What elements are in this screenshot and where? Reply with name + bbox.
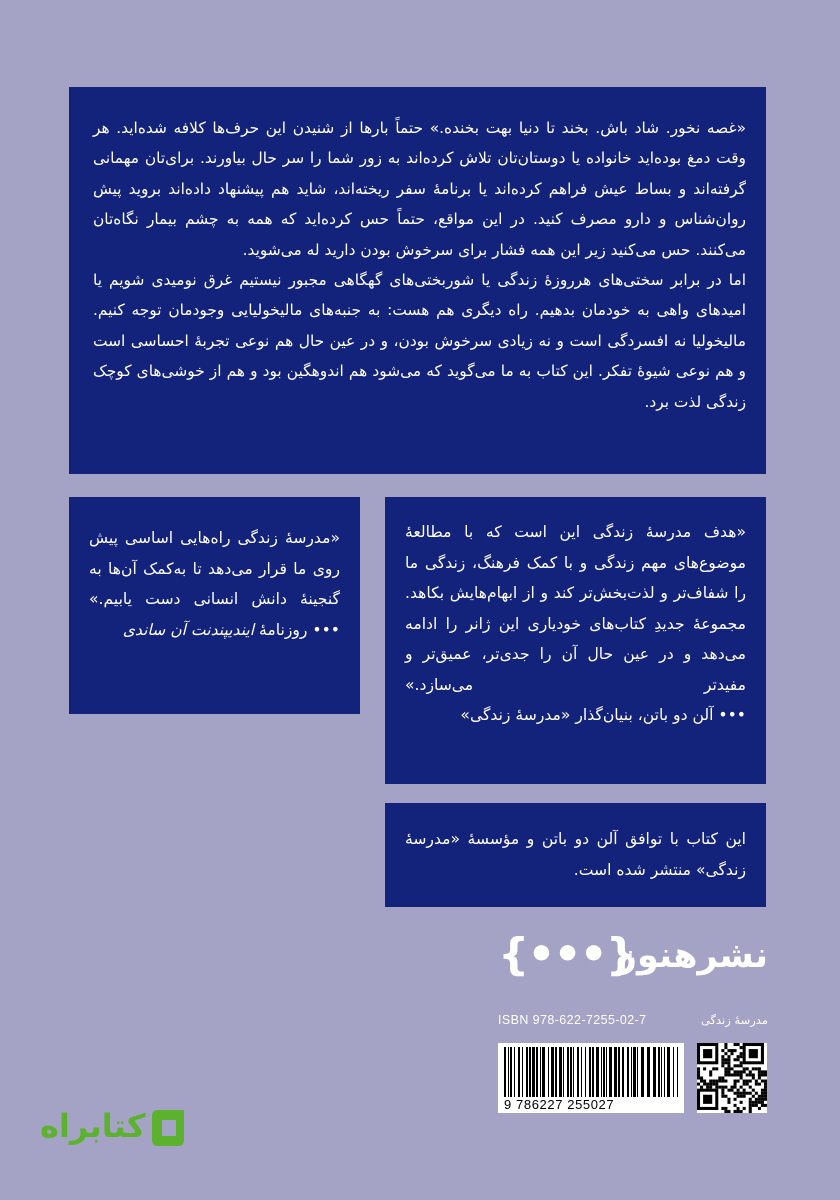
qr-module	[715, 1080, 718, 1083]
qr-module	[740, 1101, 743, 1104]
barcode	[498, 1043, 684, 1113]
barcode-bar	[504, 1047, 506, 1097]
qr-module	[749, 1110, 752, 1113]
qr-module	[730, 1086, 733, 1089]
qr-module	[721, 1064, 724, 1067]
qr-module	[715, 1086, 718, 1089]
barcode-bar	[664, 1047, 665, 1097]
ketabrah-logo-text: کتابراه	[40, 1107, 146, 1145]
qr-module	[740, 1092, 743, 1095]
qr-module	[749, 1086, 752, 1089]
qr-module	[764, 1095, 767, 1098]
qr-module	[758, 1083, 761, 1086]
qr-module	[734, 1073, 737, 1076]
qr-module	[740, 1076, 743, 1079]
qr-module	[721, 1095, 724, 1098]
qr-module	[718, 1086, 721, 1089]
qr-module	[721, 1092, 724, 1095]
barcode-bar	[633, 1047, 636, 1097]
qr-module	[743, 1095, 746, 1098]
barcode-bar	[673, 1047, 674, 1097]
qr-module	[721, 1049, 724, 1052]
qr-module	[709, 1086, 712, 1089]
qr-module	[746, 1073, 749, 1076]
barcode-number: 9 786227 255027	[504, 1097, 615, 1112]
barcode-bar	[618, 1047, 620, 1097]
barcode-bar	[647, 1047, 650, 1097]
qr-module	[724, 1073, 727, 1076]
quote-box-right	[385, 497, 766, 784]
qr-module	[724, 1095, 727, 1098]
barcode-bar	[609, 1047, 612, 1097]
qr-module	[758, 1095, 761, 1098]
publisher-brace-mark: {•••}	[498, 929, 636, 980]
qr-module	[730, 1073, 733, 1076]
quote-left-source-prefix: ••• روزنامهٔ	[254, 620, 340, 639]
qr-module	[730, 1067, 733, 1070]
qr-module	[734, 1070, 737, 1073]
series-name: مدرسهٔ زندگی	[700, 1013, 768, 1027]
qr-module	[752, 1095, 755, 1098]
qr-module	[734, 1043, 737, 1046]
barcode-bar	[559, 1047, 562, 1097]
barcode-bars	[498, 1043, 684, 1099]
description-paragraph-2: اما در برابر سختی‌های هرروزهٔ زندگی یا شوربختی‌های گهگاهی مجبور نیستیم غرق نومیدی شویم یا امیدهای واهی به خودمان بدهیم. راه دیگری هم هست: به جنبه‌های مالیخولیایی وجودمان توجه کنیم. مالیخولیا نه افسردگی است و نه زیادی سرخوش بودن، و در عین حال هم نوعی تجربهٔ احساسی است و هم نوعی شیوهٔ تفکر. این کتاب به ما می‌گوید که می‌شود هم اندوهگین بود و هم از خوشی‌های کوچک زندگی لذت برد.	[93, 271, 746, 411]
quote-box-left	[69, 497, 360, 714]
qr-module	[764, 1083, 767, 1086]
qr-module	[709, 1083, 712, 1086]
qr-module	[755, 1101, 758, 1104]
qr-module	[758, 1107, 761, 1110]
barcode-bar	[551, 1047, 554, 1097]
barcode-bar	[614, 1047, 617, 1097]
qr-module	[697, 1073, 700, 1076]
barcode-bar	[677, 1047, 678, 1097]
qr-module	[764, 1089, 767, 1092]
qr-module	[743, 1107, 746, 1110]
qr-module	[724, 1043, 727, 1046]
qr-module	[743, 1067, 746, 1070]
qr-module	[712, 1067, 715, 1070]
qr-module	[755, 1098, 758, 1101]
publication-notice-box	[385, 803, 766, 907]
qr-module	[709, 1073, 712, 1076]
isbn-number: ISBN 978-622-7255-02-7	[498, 1013, 647, 1027]
barcode-bar	[542, 1047, 545, 1097]
qr-module	[755, 1067, 758, 1070]
qr-module	[727, 1089, 730, 1092]
qr-module	[721, 1107, 724, 1110]
quote-right-source: ••• آلن دو باتن، بنیان‌گذار «مدرسهٔ زندگی»	[460, 706, 746, 724]
qr-module	[709, 1080, 712, 1083]
qr-module	[727, 1064, 730, 1067]
qr-module	[755, 1092, 758, 1095]
qr-module	[727, 1061, 730, 1064]
qr-module	[764, 1104, 767, 1107]
qr-module	[721, 1076, 724, 1079]
barcode-bar	[653, 1047, 656, 1097]
qr-module	[730, 1052, 733, 1055]
qr-module	[761, 1089, 764, 1092]
qr-module	[755, 1083, 758, 1086]
qr-module	[724, 1107, 727, 1110]
qr-module	[737, 1092, 740, 1095]
qr-module	[746, 1083, 749, 1086]
qr-module	[727, 1073, 730, 1076]
qr-module	[724, 1086, 727, 1089]
barcode-bar	[536, 1047, 538, 1097]
qr-module	[755, 1104, 758, 1107]
qr-module	[761, 1098, 764, 1101]
qr-module	[721, 1089, 724, 1092]
barcode-bar	[592, 1047, 594, 1097]
qr-module	[737, 1064, 740, 1067]
qr-module	[761, 1070, 764, 1073]
qr-module	[749, 1049, 758, 1058]
isbn-row	[498, 1013, 768, 1033]
barcode-bar	[518, 1047, 520, 1097]
barcode-bar	[641, 1047, 644, 1097]
qr-module	[758, 1067, 761, 1070]
qr-module	[721, 1061, 724, 1064]
quote-left-text: «مدرسهٔ زندگی راه‌هایی اساسی پیش روی ما قرار می‌دهد تا به‌کمک آن‌ها به گنجینهٔ دانش انسانی دست یابیم.»	[89, 529, 340, 609]
qr-module	[764, 1070, 767, 1073]
qr-module	[737, 1043, 740, 1046]
qr-module	[703, 1095, 712, 1104]
qr-module	[737, 1070, 740, 1073]
qr-module	[706, 1083, 709, 1086]
barcode-bar	[585, 1047, 586, 1097]
qr-module	[743, 1083, 746, 1086]
qr-module	[697, 1083, 700, 1086]
qr-module	[761, 1073, 764, 1076]
barcode-bar	[637, 1047, 638, 1097]
qr-module	[730, 1049, 733, 1052]
qr-module	[721, 1055, 724, 1058]
quote-right-text: «هدف مدرسهٔ زندگی این است که با مطالعهٔ موضوع‌های مهم زندگی و با کمک فرهنگ، زندگی ما را شفاف‌تر و لذت‌بخش‌تر کند و از ابهام‌هایش بکاهد. مجموعهٔ جدیدِ کتاب‌های خودیاری این ژانر را ادامه می‌دهد و در عین حال آن را جدی‌تر، عمیق‌تر و مفیدتر می‌سازد.»	[405, 523, 746, 694]
qr-module	[740, 1046, 743, 1049]
qr-module	[740, 1055, 743, 1058]
qr-module	[718, 1076, 721, 1079]
qr-module	[715, 1083, 718, 1086]
description-paragraph-1: «غصه نخور. شاد باش. بخند تا دنیا بهت بخنده.» حتماً بارها از شنیدن این حرف‌ها کلافه شده‌اید. هر وقت دمغ بوده‌اید خانواده یا دوستان‌تان تلاش کرده‌اند به زور شما را سر حال بیاورند. برای‌تان مهمانی گرفته‌اند و بساط عیش فراهم کرده‌اند یا برنامهٔ سفر ریخته‌اند، شاید هم پیشنهاد داده‌اند بروید پیش روان‌شناس و دارو مصرف کنید. در این مواقع، حتماً حس کرده‌اید که همه به چشم بیمار نگاه‌تان می‌کنند. حس می‌کنید زیر این همه فشار برای سرخوش بودن دارید له می‌شوید.	[93, 119, 746, 259]
qr-module	[737, 1089, 740, 1092]
qr-module	[737, 1107, 740, 1110]
qr-module	[746, 1080, 749, 1083]
qr-module	[761, 1101, 764, 1104]
barcode-bar	[540, 1047, 541, 1097]
qr-code-icon	[697, 1043, 767, 1113]
qr-module	[743, 1089, 746, 1092]
barcode-bar	[510, 1047, 512, 1097]
barcode-bar	[596, 1047, 599, 1097]
qr-module	[700, 1076, 703, 1079]
qr-module	[752, 1076, 755, 1079]
qr-module	[743, 1080, 746, 1083]
qr-module	[727, 1098, 730, 1101]
barcode-bar	[508, 1047, 509, 1097]
barcode-bar	[526, 1047, 528, 1097]
qr-module	[724, 1110, 727, 1113]
qr-module	[764, 1092, 767, 1095]
qr-module	[700, 1086, 703, 1089]
qr-module	[746, 1092, 749, 1095]
barcode-bar	[601, 1047, 602, 1097]
qr-module	[700, 1080, 703, 1083]
qr-module	[727, 1049, 730, 1052]
qr-module	[758, 1101, 761, 1104]
qr-module	[724, 1046, 727, 1049]
qr-module	[758, 1098, 761, 1101]
barcode-bar	[589, 1047, 591, 1097]
qr-module	[737, 1055, 740, 1058]
qr-module	[697, 1067, 700, 1070]
qr-module	[752, 1104, 755, 1107]
qr-module	[727, 1055, 730, 1058]
qr-module	[764, 1086, 767, 1089]
qr-module	[746, 1067, 749, 1070]
barcode-bar	[631, 1047, 632, 1097]
publisher-logo	[498, 930, 768, 990]
qr-module	[709, 1070, 712, 1073]
qr-module	[752, 1073, 755, 1076]
qr-module	[740, 1095, 743, 1098]
qr-module	[737, 1095, 740, 1098]
qr-module	[718, 1080, 721, 1083]
qr-module	[749, 1104, 752, 1107]
qr-module	[752, 1101, 755, 1104]
qr-module	[734, 1058, 737, 1061]
barcode-bar	[570, 1047, 572, 1097]
qr-module	[740, 1061, 743, 1064]
qr-module	[761, 1104, 764, 1107]
barcode-bar	[627, 1047, 629, 1097]
qr-module	[727, 1110, 730, 1113]
qr-module	[764, 1073, 767, 1076]
qr-module	[724, 1052, 727, 1055]
quote-left-source	[89, 615, 340, 646]
qr-module	[734, 1083, 737, 1086]
qr-module	[758, 1076, 761, 1079]
publisher-name: نشرهنوز	[616, 936, 768, 976]
qr-module	[749, 1101, 752, 1104]
qr-module	[734, 1080, 737, 1083]
qr-module	[724, 1058, 727, 1061]
qr-module	[703, 1049, 712, 1058]
barcode-bar	[567, 1047, 569, 1097]
qr-module	[727, 1058, 730, 1061]
qr-module	[721, 1080, 724, 1083]
qr-module	[737, 1058, 740, 1061]
barcode-bar	[522, 1047, 523, 1097]
qr-module	[737, 1080, 740, 1083]
qr-module	[715, 1067, 718, 1070]
qr-module	[740, 1086, 743, 1089]
publication-notice-text: این کتاب با توافق آلن دو باتن و مؤسسهٔ «مدرسهٔ زندگی» منتشر شده است.	[405, 830, 746, 879]
qr-module	[761, 1080, 764, 1083]
qr-module	[758, 1070, 761, 1073]
qr-module	[749, 1107, 752, 1110]
barcode-bar	[661, 1047, 662, 1097]
qr-module	[727, 1070, 730, 1073]
qr-module	[764, 1098, 767, 1101]
quote-left-source-name: ایندیپندنت آن ساندی	[122, 620, 255, 639]
qr-module	[734, 1064, 737, 1067]
qr-module	[749, 1092, 752, 1095]
barcode-bar	[529, 1047, 531, 1097]
qr-module	[761, 1092, 764, 1095]
qr-module	[703, 1083, 706, 1086]
qr-module	[721, 1058, 724, 1061]
qr-module	[724, 1067, 727, 1070]
qr-module	[712, 1080, 715, 1083]
qr-module	[703, 1067, 706, 1070]
barcode-bar	[606, 1047, 607, 1097]
barcode-bar	[577, 1047, 579, 1097]
qr-module	[706, 1086, 709, 1089]
barcode-bar	[555, 1047, 557, 1097]
qr-module	[712, 1083, 715, 1086]
qr-module	[737, 1073, 740, 1076]
qr-module	[740, 1110, 743, 1113]
barcode-bar	[603, 1047, 605, 1097]
description-box	[69, 87, 766, 474]
qr-module	[734, 1110, 737, 1113]
barcode-bar	[622, 1047, 624, 1097]
book-icon	[148, 1106, 188, 1150]
qr-module	[743, 1070, 746, 1073]
barcode-bar	[581, 1047, 582, 1097]
qr-module	[703, 1080, 706, 1083]
qr-module	[761, 1095, 764, 1098]
qr-module	[752, 1067, 755, 1070]
qr-module	[727, 1101, 730, 1104]
qr-module	[734, 1104, 737, 1107]
qr-module	[724, 1070, 727, 1073]
qr-module	[734, 1049, 737, 1052]
barcode-bar	[667, 1047, 670, 1097]
qr-module	[740, 1070, 743, 1073]
barcode-bar	[532, 1047, 535, 1097]
qr-module	[740, 1073, 743, 1076]
qr-module	[743, 1092, 746, 1095]
qr-module	[755, 1080, 758, 1083]
qr-module	[724, 1061, 727, 1064]
qr-module	[721, 1086, 724, 1089]
barcode-bar	[514, 1047, 515, 1097]
qr-module	[734, 1086, 737, 1089]
qr-module	[734, 1098, 737, 1101]
barcode-bar	[658, 1047, 660, 1097]
qr-module	[740, 1052, 743, 1055]
barcode-bar	[573, 1047, 574, 1097]
qr-module	[697, 1076, 700, 1079]
qr-module	[737, 1110, 740, 1113]
qr-module	[752, 1089, 755, 1092]
qr-module	[749, 1073, 752, 1076]
qr-module	[724, 1080, 727, 1083]
qr-module	[730, 1089, 733, 1092]
qr-module	[740, 1064, 743, 1067]
ketabrah-logo	[40, 1100, 190, 1160]
barcode-bar	[548, 1047, 549, 1097]
qr-module	[764, 1080, 767, 1083]
qr-module	[749, 1098, 752, 1101]
qr-module	[749, 1070, 752, 1073]
qr-module	[734, 1092, 737, 1095]
qr-module	[697, 1070, 700, 1073]
qr-module	[758, 1073, 761, 1076]
barcode-bar	[563, 1047, 564, 1097]
qr-module	[749, 1080, 752, 1083]
qr-module	[727, 1067, 730, 1070]
